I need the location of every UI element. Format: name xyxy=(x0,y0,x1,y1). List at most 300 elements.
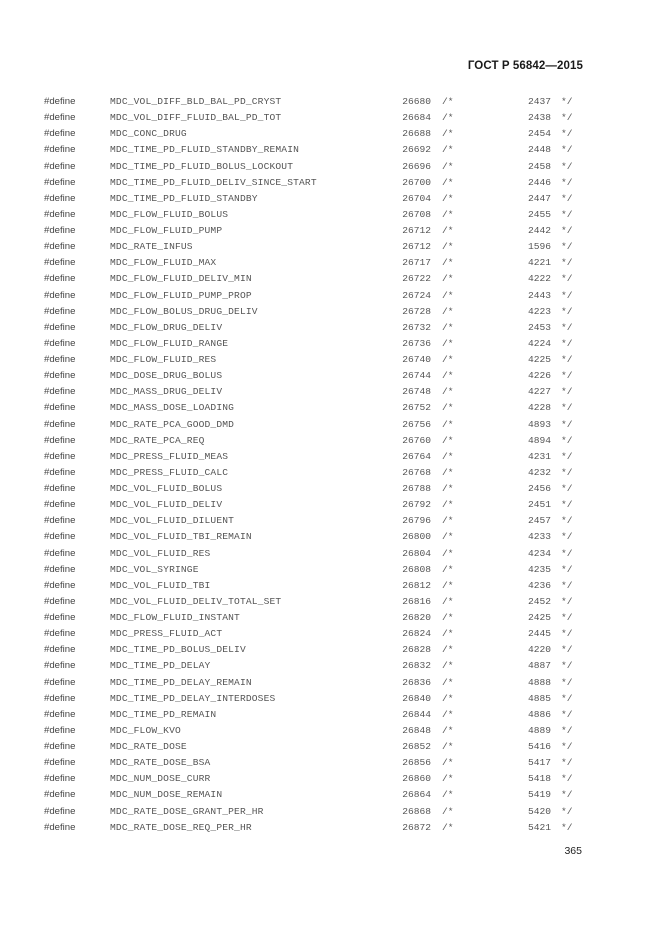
comment-open: /* xyxy=(442,724,454,736)
comment-close: */ xyxy=(561,128,573,140)
macro-code: 26680 xyxy=(402,96,431,107)
macro-code: 26722 xyxy=(402,273,431,285)
comment-number: 1596 xyxy=(527,241,551,253)
comment-close: */ xyxy=(561,208,573,220)
define-directive: #define xyxy=(44,660,76,672)
comment-open: /* xyxy=(442,305,454,317)
comment-close: */ xyxy=(561,257,573,269)
comment-open: /* xyxy=(442,128,454,140)
comment-number: 2451 xyxy=(527,499,551,511)
comment-open: /* xyxy=(442,434,454,446)
macro-code: 26816 xyxy=(402,595,431,607)
macro-code: 26808 xyxy=(402,563,431,575)
comment-close: */ xyxy=(561,692,573,704)
macro-name: MDC_VOL_FLUID_TBI_REMAIN xyxy=(110,531,252,543)
define-row xyxy=(44,418,584,434)
macro-name: MDC_FLOW_DRUG_DELIV xyxy=(110,321,223,333)
comment-close: */ xyxy=(561,144,573,156)
comment-close: */ xyxy=(561,289,573,301)
comment-number: 2448 xyxy=(527,144,551,156)
define-row xyxy=(44,595,584,611)
comment-open: /* xyxy=(442,289,454,301)
define-directive: #define xyxy=(44,676,76,688)
macro-name: MDC_FLOW_FLUID_DELIV_MIN xyxy=(110,273,252,285)
comment-close: */ xyxy=(561,515,573,527)
macro-code: 26712 xyxy=(402,225,431,236)
comment-number: 4227 xyxy=(527,386,551,398)
comment-open: /* xyxy=(442,370,454,382)
comment-open: /* xyxy=(442,595,454,607)
define-row xyxy=(44,708,584,724)
define-directive: #define xyxy=(44,466,76,478)
define-directive: #define xyxy=(44,579,76,591)
define-directive: #define xyxy=(44,208,76,220)
define-directive: #define xyxy=(44,354,76,365)
macro-code: 26708 xyxy=(402,208,431,220)
comment-number: 2443 xyxy=(527,289,551,301)
macro-code: 26756 xyxy=(402,418,431,430)
comment-close: */ xyxy=(561,676,573,688)
macro-name: MDC_FLOW_FLUID_INSTANT xyxy=(110,612,240,623)
macro-code: 26804 xyxy=(402,547,431,559)
macro-name: MDC_VOL_SYRINGE xyxy=(110,563,199,575)
comment-number: 4236 xyxy=(527,579,551,591)
define-row xyxy=(44,659,584,675)
macro-name: MDC_TIME_PD_DELAY xyxy=(110,660,211,672)
define-directive: #define xyxy=(44,160,76,172)
comment-open: /* xyxy=(442,402,454,414)
define-directive: #define xyxy=(44,821,76,833)
define-row xyxy=(44,498,584,514)
macro-code: 26848 xyxy=(402,724,431,736)
comment-open: /* xyxy=(442,757,454,769)
comment-open: /* xyxy=(442,208,454,220)
page-number: 365 xyxy=(564,845,582,857)
comment-number: 2454 xyxy=(527,128,551,140)
comment-number: 4232 xyxy=(527,466,551,478)
define-row xyxy=(44,369,584,385)
macro-name: MDC_VOL_FLUID_TBI xyxy=(110,579,211,591)
define-row xyxy=(44,821,584,837)
comment-open: /* xyxy=(442,176,454,188)
define-directive: #define xyxy=(44,547,76,559)
macro-code: 26872 xyxy=(402,821,431,833)
define-row xyxy=(44,482,584,498)
comment-open: /* xyxy=(442,515,454,527)
comment-open: /* xyxy=(442,418,454,430)
define-directive: #define xyxy=(44,386,76,398)
comment-number: 2447 xyxy=(527,192,551,204)
comment-open: /* xyxy=(442,531,454,543)
define-row xyxy=(44,224,584,240)
macro-name: MDC_CONC_DRUG xyxy=(110,128,187,140)
define-row xyxy=(44,547,584,563)
macro-name: MDC_RATE_INFUS xyxy=(110,241,193,253)
define-directive: #define xyxy=(44,450,76,462)
comment-open: /* xyxy=(442,337,454,349)
comment-close: */ xyxy=(561,434,573,446)
macro-name: MDC_TIME_PD_DELAY_INTERDOSES xyxy=(110,692,276,704)
comment-open: /* xyxy=(442,660,454,672)
define-row xyxy=(44,240,584,256)
define-directive: #define xyxy=(44,515,76,527)
define-directive: #define xyxy=(44,418,76,430)
define-directive: #define xyxy=(44,692,76,704)
define-directive: #define xyxy=(44,225,76,236)
define-directive: #define xyxy=(44,708,76,720)
define-row xyxy=(44,611,584,627)
macro-name: MDC_PRESS_FLUID_ACT xyxy=(110,628,223,640)
comment-open: /* xyxy=(442,241,454,253)
comment-close: */ xyxy=(561,531,573,543)
macro-name: MDC_FLOW_FLUID_MAX xyxy=(110,257,217,269)
define-directive: #define xyxy=(44,757,76,769)
macro-code: 26836 xyxy=(402,676,431,688)
comment-number: 2442 xyxy=(527,225,551,236)
standard-header: ГОСТ Р 56842—2015 xyxy=(467,60,583,72)
comment-open: /* xyxy=(442,547,454,559)
define-row xyxy=(44,305,584,321)
macro-code: 26700 xyxy=(402,176,431,188)
comment-close: */ xyxy=(561,450,573,462)
comment-number: 4231 xyxy=(527,450,551,462)
define-directive: #define xyxy=(44,112,76,124)
define-directive: #define xyxy=(44,628,76,640)
comment-number: 2425 xyxy=(527,612,551,623)
comment-number: 4221 xyxy=(527,257,551,269)
define-directive: #define xyxy=(44,563,76,575)
macro-name: MDC_NUM_DOSE_REMAIN xyxy=(110,789,223,801)
define-row xyxy=(44,692,584,708)
define-row xyxy=(44,289,584,305)
macro-name: MDC_RATE_DOSE xyxy=(110,741,187,752)
macro-code: 26712 xyxy=(402,241,431,253)
define-directive: #define xyxy=(44,305,76,317)
comment-number: 4222 xyxy=(527,273,551,285)
macro-name: MDC_RATE_DOSE_GRANT_PER_HR xyxy=(110,805,264,817)
comment-number: 5421 xyxy=(527,821,551,833)
comment-close: */ xyxy=(561,192,573,204)
define-directive: #define xyxy=(44,289,76,301)
comment-open: /* xyxy=(442,273,454,285)
define-row xyxy=(44,530,584,546)
define-row xyxy=(44,450,584,466)
comment-open: /* xyxy=(442,450,454,462)
define-row xyxy=(44,740,584,756)
comment-open: /* xyxy=(442,386,454,398)
define-directive: #define xyxy=(44,499,76,511)
macro-code: 26844 xyxy=(402,708,431,720)
comment-close: */ xyxy=(561,757,573,769)
define-row xyxy=(44,756,584,772)
comment-number: 5418 xyxy=(527,773,551,785)
comment-number: 2453 xyxy=(527,321,551,333)
macro-name: MDC_FLOW_FLUID_BOLUS xyxy=(110,208,229,220)
define-directive: #define xyxy=(44,176,76,188)
macro-name: MDC_RATE_PCA_REQ xyxy=(110,434,205,446)
macro-code: 26856 xyxy=(402,757,431,769)
macro-code: 26736 xyxy=(402,337,431,349)
comment-number: 4887 xyxy=(527,660,551,672)
comment-number: 4228 xyxy=(527,402,551,414)
macro-code: 26812 xyxy=(402,579,431,591)
define-directive: #define xyxy=(44,595,76,607)
comment-open: /* xyxy=(442,708,454,720)
comment-open: /* xyxy=(442,692,454,704)
macro-name: MDC_FLOW_FLUID_PUMP_PROP xyxy=(110,289,252,301)
define-row xyxy=(44,95,584,111)
macro-code: 26852 xyxy=(402,741,431,752)
macro-code: 26744 xyxy=(402,370,431,382)
comment-number: 4225 xyxy=(527,354,551,365)
comment-number: 5416 xyxy=(527,741,551,752)
comment-close: */ xyxy=(561,644,573,656)
define-row xyxy=(44,466,584,482)
define-row xyxy=(44,788,584,804)
macro-name: MDC_MASS_DOSE_LOADING xyxy=(110,402,235,414)
macro-code: 26832 xyxy=(402,660,431,672)
comment-open: /* xyxy=(442,144,454,156)
comment-close: */ xyxy=(561,579,573,591)
macro-name: MDC_VOL_FLUID_DELIV_TOTAL_SET xyxy=(110,595,282,607)
macro-code: 26768 xyxy=(402,466,431,478)
comment-close: */ xyxy=(561,176,573,188)
comment-number: 4885 xyxy=(527,692,551,704)
comment-number: 4894 xyxy=(527,434,551,446)
macro-name: MDC_FLOW_FLUID_PUMP xyxy=(110,225,223,236)
comment-number: 4220 xyxy=(527,644,551,656)
comment-close: */ xyxy=(561,225,573,236)
comment-open: /* xyxy=(442,612,454,623)
macro-name: MDC_RATE_DOSE_BSA xyxy=(110,757,211,769)
comment-number: 2458 xyxy=(527,160,551,172)
comment-open: /* xyxy=(442,160,454,172)
comment-number: 2438 xyxy=(527,112,551,124)
comment-open: /* xyxy=(442,225,454,236)
comment-number: 5417 xyxy=(527,757,551,769)
macro-name: MDC_VOL_DIFF_FLUID_BAL_PD_TOT xyxy=(110,112,282,124)
macro-code: 26824 xyxy=(402,628,431,640)
define-row xyxy=(44,627,584,643)
macro-name: MDC_TIME_PD_FLUID_STANDBY_REMAIN xyxy=(110,144,300,156)
macro-code: 26764 xyxy=(402,450,431,462)
macro-name: MDC_TIME_PD_FLUID_DELIV_SINCE_START xyxy=(110,176,317,188)
comment-close: */ xyxy=(561,708,573,720)
macro-code: 26684 xyxy=(402,112,431,124)
comment-close: */ xyxy=(561,96,573,107)
comment-number: 4886 xyxy=(527,708,551,720)
comment-close: */ xyxy=(561,773,573,785)
macro-code: 26728 xyxy=(402,305,431,317)
define-row xyxy=(44,434,584,450)
macro-name: MDC_FLOW_BOLUS_DRUG_DELIV xyxy=(110,305,258,317)
define-directive: #define xyxy=(44,805,76,817)
macro-code: 26696 xyxy=(402,160,431,172)
define-directive: #define xyxy=(44,644,76,656)
define-directive: #define xyxy=(44,434,76,446)
define-directive: #define xyxy=(44,273,76,285)
comment-close: */ xyxy=(561,305,573,317)
macro-name: MDC_VOL_FLUID_RES xyxy=(110,547,211,559)
define-directive: #define xyxy=(44,612,76,623)
define-directive: #define xyxy=(44,773,76,785)
comment-close: */ xyxy=(561,499,573,511)
define-directive: #define xyxy=(44,531,76,543)
macro-name: MDC_DOSE_DRUG_BOLUS xyxy=(110,370,223,382)
macro-name: MDC_TIME_PD_DELAY_REMAIN xyxy=(110,676,252,688)
define-directive: #define xyxy=(44,370,76,382)
define-row xyxy=(44,676,584,692)
comment-open: /* xyxy=(442,321,454,333)
macro-code: 26717 xyxy=(402,257,431,269)
comment-open: /* xyxy=(442,354,454,365)
define-row xyxy=(44,643,584,659)
define-directive: #define xyxy=(44,402,76,414)
macro-name: MDC_FLOW_KVO xyxy=(110,724,181,736)
comment-close: */ xyxy=(561,402,573,414)
comment-open: /* xyxy=(442,628,454,640)
comment-number: 5420 xyxy=(527,805,551,817)
comment-close: */ xyxy=(561,628,573,640)
macro-name: MDC_RATE_PCA_GOOD_DMD xyxy=(110,418,235,430)
comment-close: */ xyxy=(561,337,573,349)
comment-open: /* xyxy=(442,821,454,833)
define-directive: #define xyxy=(44,128,76,140)
comment-open: /* xyxy=(442,96,454,107)
define-row xyxy=(44,724,584,740)
comment-number: 4888 xyxy=(527,676,551,688)
macro-code: 26740 xyxy=(402,354,431,365)
define-row xyxy=(44,579,584,595)
define-directive: #define xyxy=(44,724,76,736)
define-row xyxy=(44,353,584,369)
define-row xyxy=(44,192,584,208)
comment-number: 2455 xyxy=(527,208,551,220)
macro-code: 26860 xyxy=(402,773,431,785)
comment-number: 2456 xyxy=(527,483,551,494)
comment-open: /* xyxy=(442,676,454,688)
comment-open: /* xyxy=(442,741,454,752)
comment-close: */ xyxy=(561,660,573,672)
macro-name: MDC_FLOW_FLUID_RES xyxy=(110,354,217,365)
comment-close: */ xyxy=(561,418,573,430)
macro-name: MDC_TIME_PD_FLUID_STANDBY xyxy=(110,192,258,204)
comment-close: */ xyxy=(561,595,573,607)
comment-close: */ xyxy=(561,741,573,752)
comment-number: 4893 xyxy=(527,418,551,430)
comment-close: */ xyxy=(561,805,573,817)
macro-code: 26724 xyxy=(402,289,431,301)
macro-name: MDC_TIME_PD_BOLUS_DELIV xyxy=(110,644,246,656)
comment-number: 4233 xyxy=(527,531,551,543)
comment-close: */ xyxy=(561,547,573,559)
macro-code: 26748 xyxy=(402,386,431,398)
macro-name: MDC_MASS_DRUG_DELIV xyxy=(110,386,223,398)
define-directive: #define xyxy=(44,96,76,107)
comment-number: 4223 xyxy=(527,305,551,317)
define-row xyxy=(44,208,584,224)
define-row xyxy=(44,272,584,288)
macro-name: MDC_FLOW_FLUID_RANGE xyxy=(110,337,229,349)
define-directive: #define xyxy=(44,257,76,269)
define-directive: #define xyxy=(44,192,76,204)
comment-close: */ xyxy=(561,321,573,333)
comment-open: /* xyxy=(442,192,454,204)
comment-open: /* xyxy=(442,805,454,817)
comment-number: 4234 xyxy=(527,547,551,559)
comment-number: 2457 xyxy=(527,515,551,527)
comment-close: */ xyxy=(561,483,573,494)
define-row xyxy=(44,401,584,417)
comment-open: /* xyxy=(442,563,454,575)
comment-close: */ xyxy=(561,724,573,736)
comment-open: /* xyxy=(442,483,454,494)
macro-name: MDC_PRESS_FLUID_MEAS xyxy=(110,450,229,462)
macro-name: MDC_VOL_DIFF_BLD_BAL_PD_CRYST xyxy=(110,96,282,107)
define-row xyxy=(44,143,584,159)
define-directive: #define xyxy=(44,321,76,333)
define-directive: #define xyxy=(44,789,76,801)
comment-close: */ xyxy=(561,789,573,801)
comment-close: */ xyxy=(561,612,573,623)
comment-close: */ xyxy=(561,563,573,575)
macro-code: 26688 xyxy=(402,128,431,140)
comment-open: /* xyxy=(442,257,454,269)
macro-code: 26704 xyxy=(402,192,431,204)
define-row xyxy=(44,321,584,337)
comment-open: /* xyxy=(442,499,454,511)
macro-code: 26796 xyxy=(402,515,431,527)
comment-open: /* xyxy=(442,466,454,478)
macro-code: 26732 xyxy=(402,321,431,333)
macro-code: 26828 xyxy=(402,644,431,656)
comment-number: 4226 xyxy=(527,370,551,382)
macro-name: MDC_RATE_DOSE_REQ_PER_HR xyxy=(110,821,252,833)
macro-code: 26840 xyxy=(402,692,431,704)
comment-number: 5419 xyxy=(527,789,551,801)
comment-close: */ xyxy=(561,241,573,253)
macro-code: 26792 xyxy=(402,499,431,511)
macro-code: 26788 xyxy=(402,483,431,494)
comment-close: */ xyxy=(561,466,573,478)
macro-code: 26760 xyxy=(402,434,431,446)
comment-close: */ xyxy=(561,354,573,365)
macro-name: MDC_NUM_DOSE_CURR xyxy=(110,773,211,785)
comment-close: */ xyxy=(561,273,573,285)
comment-open: /* xyxy=(442,112,454,124)
comment-number: 4224 xyxy=(527,337,551,349)
macro-name: MDC_PRESS_FLUID_CALC xyxy=(110,466,229,478)
macro-name: MDC_VOL_FLUID_DELIV xyxy=(110,499,223,511)
comment-close: */ xyxy=(561,160,573,172)
macro-name: MDC_VOL_FLUID_BOLUS xyxy=(110,483,223,494)
define-row xyxy=(44,176,584,192)
define-row xyxy=(44,385,584,401)
comment-close: */ xyxy=(561,386,573,398)
define-directive: #define xyxy=(44,741,76,752)
macro-name: MDC_VOL_FLUID_DILUENT xyxy=(110,515,235,527)
define-row xyxy=(44,127,584,143)
define-row xyxy=(44,160,584,176)
define-directive: #define xyxy=(44,483,76,494)
comment-open: /* xyxy=(442,773,454,785)
comment-number: 2437 xyxy=(527,96,551,107)
macro-name: MDC_TIME_PD_REMAIN xyxy=(110,708,217,720)
define-row xyxy=(44,514,584,530)
macro-code: 26800 xyxy=(402,531,431,543)
define-directive: #define xyxy=(44,241,76,253)
define-directive: #define xyxy=(44,337,76,349)
